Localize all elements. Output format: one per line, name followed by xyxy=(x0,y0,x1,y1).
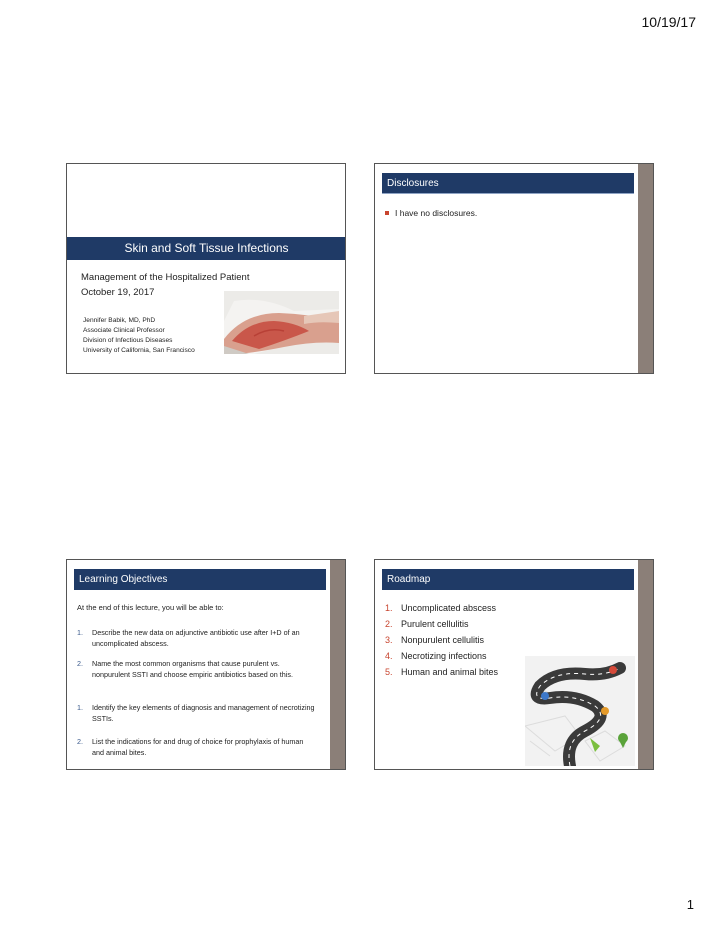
objective-number: 1. xyxy=(77,628,83,637)
objective-number: 2. xyxy=(77,659,83,668)
objective-text: Identify the key elements of diagnosis and management of necrotizing SSTIs. xyxy=(92,703,315,723)
disclosure-text: I have no disclosures. xyxy=(395,208,478,218)
roadmap-text: Nonpurulent cellulitis xyxy=(401,635,485,645)
slide-disclosures xyxy=(374,163,654,374)
objective-item xyxy=(77,658,315,680)
slide-heading: Learning Objectives xyxy=(74,569,326,590)
roadmap-number: 2. xyxy=(385,619,393,629)
objective-text: Describe the new data on adjunctive antibiotic use after I+D of an uncomplicated abscess. xyxy=(92,628,300,648)
slide-learning-objectives xyxy=(66,559,346,770)
roadmap-text: Human and animal bites xyxy=(401,667,499,677)
slide-roadmap xyxy=(374,559,654,770)
disclosure-bullet xyxy=(385,208,477,218)
objective-text: Name the most common organisms that cause purulent vs. nonpurulent SSTI and choose empiric antibiotics based on this. xyxy=(92,659,293,679)
slide-side-bar xyxy=(638,164,653,373)
slide-title xyxy=(66,163,346,374)
cellulitis-leg-photo xyxy=(224,291,339,354)
subtitle-line-1: Management of the Hospitalized Patient xyxy=(81,272,250,283)
roadmap-item xyxy=(385,619,469,629)
slide-title-heading: Skin and Soft Tissue Infections xyxy=(67,237,346,260)
objective-text: List the indications for and drug of choice for prophylaxis of human and animal bites. xyxy=(92,737,304,757)
roadmap-item xyxy=(385,603,496,613)
objective-item xyxy=(77,736,315,758)
roadmap-item xyxy=(385,651,487,661)
page-number: 1 xyxy=(686,897,694,912)
roadmap-item xyxy=(385,667,498,677)
author-division: Division of Infectious Diseases xyxy=(83,337,173,344)
roadmap-number: 4. xyxy=(385,651,393,661)
objective-item xyxy=(77,627,315,649)
roadmap-text: Necrotizing infections xyxy=(401,651,487,661)
slide-side-bar xyxy=(638,560,653,769)
objectives-intro: At the end of this lecture, you will be able to: xyxy=(77,603,224,612)
roadmap-number: 5. xyxy=(385,667,393,677)
page-date: 10/19/17 xyxy=(641,14,696,30)
roadmap-text: Uncomplicated abscess xyxy=(401,603,497,613)
objective-number: 2. xyxy=(77,737,83,746)
author-position: Associate Clinical Professor xyxy=(83,327,165,334)
slide-heading: Disclosures xyxy=(382,173,634,194)
roadmap-number: 1. xyxy=(385,603,393,613)
square-bullet-icon xyxy=(385,211,389,215)
winding-road-map-image xyxy=(525,656,635,766)
objective-item xyxy=(77,702,315,724)
subtitle-line-2: October 19, 2017 xyxy=(81,287,155,298)
slide-side-bar xyxy=(330,560,345,769)
objective-number: 1. xyxy=(77,703,83,712)
slide-heading: Roadmap xyxy=(382,569,634,590)
author-name: Jennifer Babik, MD, PhD xyxy=(83,317,156,324)
roadmap-text: Purulent cellulitis xyxy=(401,619,469,629)
roadmap-number: 3. xyxy=(385,635,393,645)
author-block xyxy=(83,316,195,356)
roadmap-item xyxy=(385,635,484,645)
author-institution: University of California, San Francisco xyxy=(83,347,195,354)
